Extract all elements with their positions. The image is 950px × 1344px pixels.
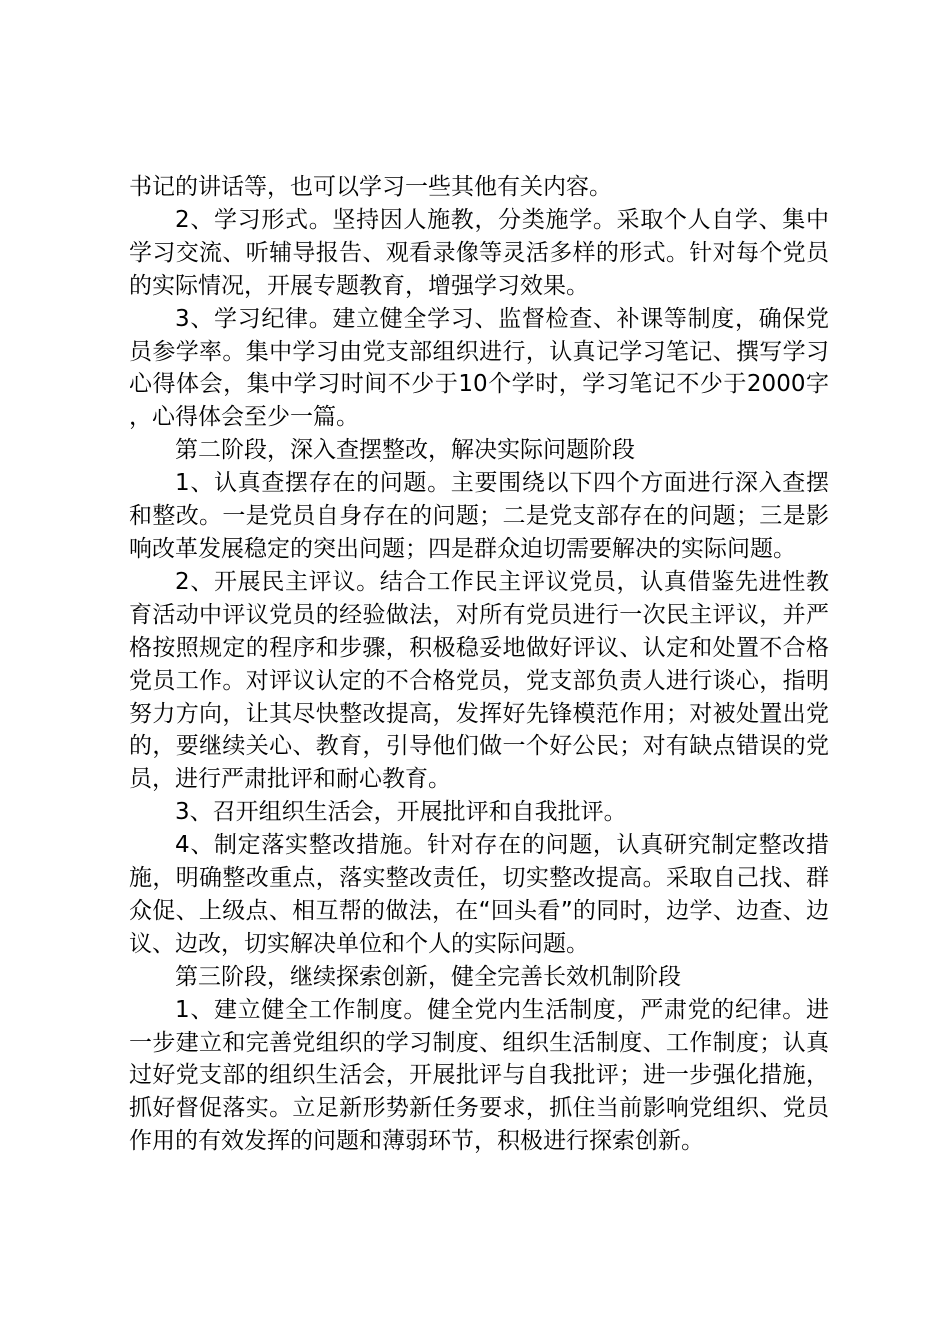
paragraph-identify-problems: 1、认真查摆存在的问题。主要围绕以下四个方面进行深入查摆和整改。一是党员自身存在的问题；二是党支部存在的问题；三是影响改革发展稳定的突出问题；四是群众迫切需要解决的实际问题。 — [129, 470, 829, 562]
paragraph-study-discipline: 3、学习纪律。建立健全学习、监督检查、补课等制度，确保党员参学率。集中学习由党支部组织进行，认真记学习笔记、撰写学习心得体会，集中学习时间不少于10个学时，学习笔记不少于2000字，心得体会至少一篇。 — [129, 305, 829, 431]
paragraph-study-format: 2、学习形式。坚持因人施教，分类施学。采取个人自学、集中学习交流、听辅导报告、观看录像等灵活多样的形式。针对每个党员的实际情况，开展专题教育，增强学习效果。 — [129, 206, 829, 299]
paragraph-rectification-measures: 4、制定落实整改措施。针对存在的问题，认真研究制定整改措施，明确整改重点，落实整改责任，切实整改提高。采取自己找、群众促、上级点、相互帮的做法，在“回头看”的同时，边学、边查、边议、边改，切实解决单位和个人的实际问题。 — [129, 832, 829, 957]
paragraph-democratic-review: 2、开展民主评议。结合工作民主评议党员，认真借鉴先进性教育活动中评议党员的经验做法，对所有党员进行一次民主评议，并严格按照规定的程序和步骤，积极稳妥地做好评议、认定和处置不合格党员工作。对评议认定的不合格党员，党支部负责人进行谈心，指明努力方向，让其尽快整改提高，发挥好先锋模范作用；对被处置出党的，要继续关心、教育，引导他们做一个好公民；对有缺点错误的党员，进行严肃批评和耐心教育。 — [129, 568, 829, 793]
paragraph-life-meeting: 3、召开组织生活会，开展批评和自我批评。 — [175, 799, 627, 826]
heading-phase-three: 第三阶段，继续探索创新，健全完善长效机制阶段 — [175, 963, 681, 990]
paragraph-work-system: 1、建立健全工作制度。健全党内生活制度，严肃党的纪律。进一步建立和完善党组织的学习制度、组织生活制度、工作制度；认真过好党支部的组织生活会，开展批评与自我批评；进一步强化措施，抓好督促落实。立足新形势新任务要求，抓住当前影响党组织、党员作用的有效发挥的问题和薄弱环节，积极进行探索创新。 — [129, 996, 829, 1155]
heading-phase-two: 第二阶段，深入查摆整改，解决实际问题阶段 — [175, 437, 635, 464]
paragraph-continuation: 书记的讲话等，也可以学习一些其他有关内容。 — [129, 174, 612, 200]
document-body — [129, 171, 829, 1158]
